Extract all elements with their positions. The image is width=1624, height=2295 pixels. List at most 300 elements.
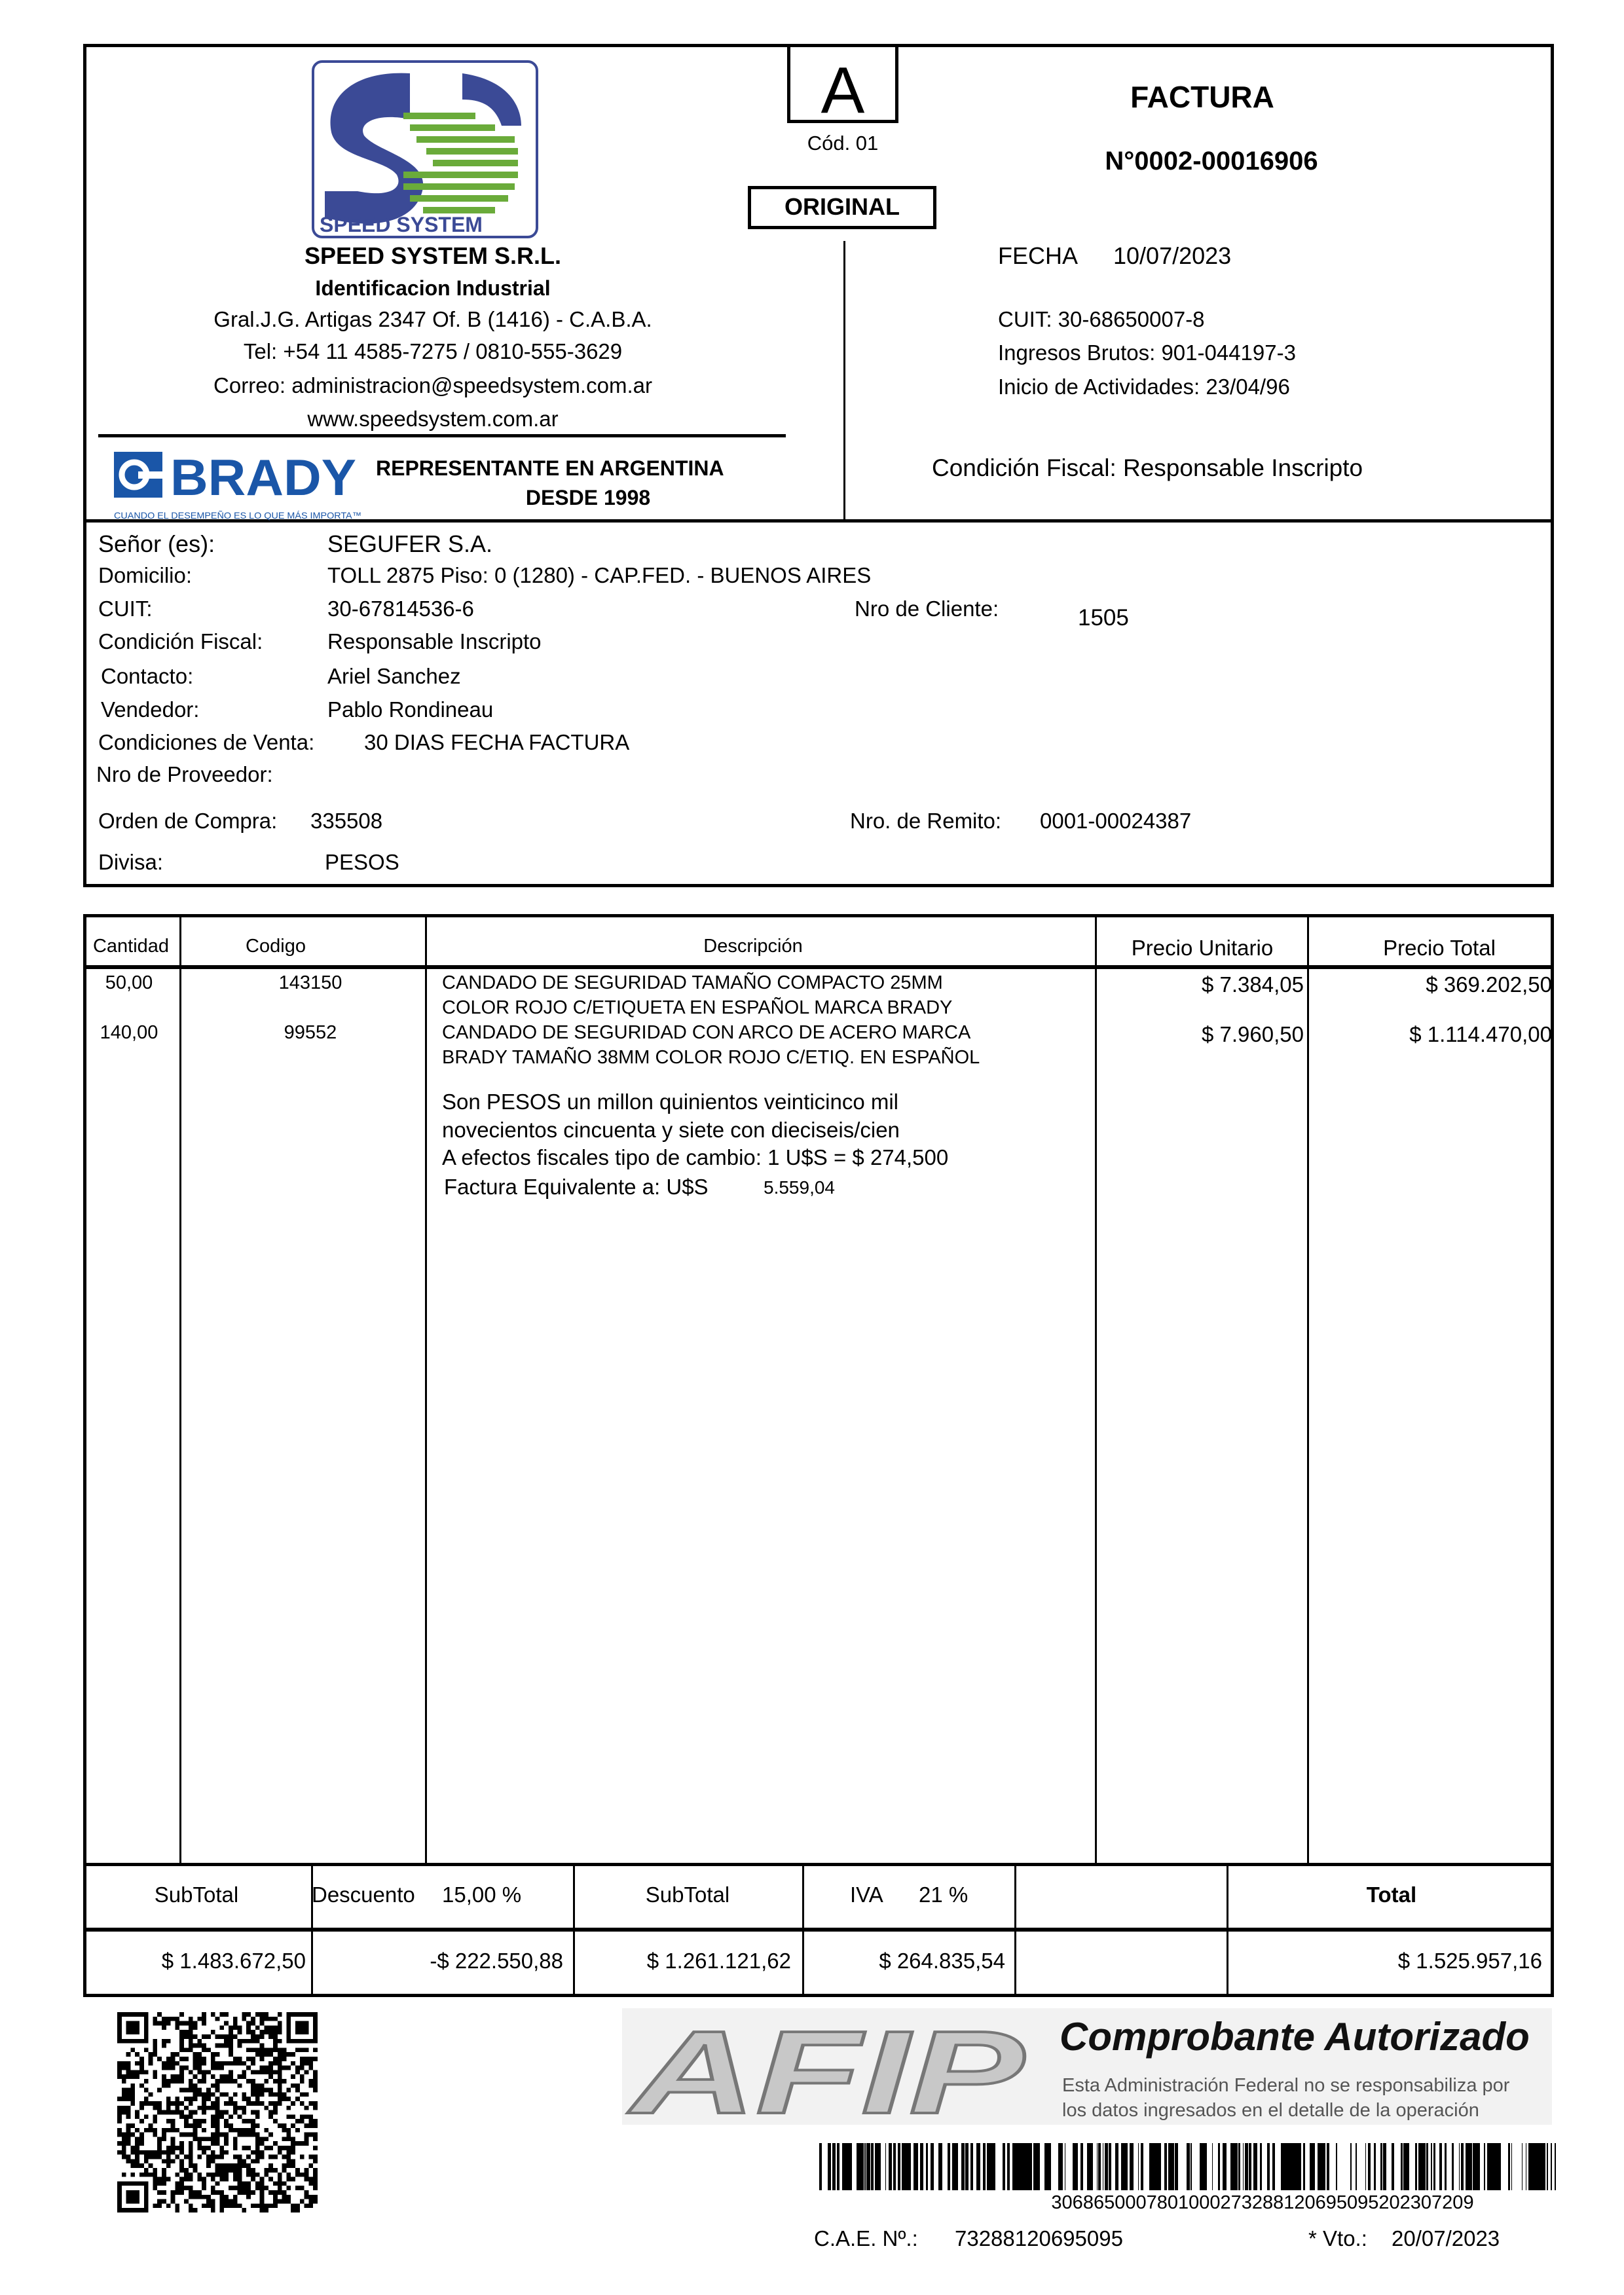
- qr-module: [179, 2030, 184, 2034]
- qr-module: [246, 2195, 251, 2199]
- barcode-bar: [1459, 2143, 1460, 2190]
- qr-module: [300, 2186, 304, 2190]
- qr-module: [211, 2155, 215, 2159]
- barcode-bar: [1267, 2143, 1270, 2190]
- barcode-bar: [948, 2143, 950, 2190]
- qr-module: [273, 2025, 278, 2030]
- qr-module: [193, 2025, 198, 2030]
- qr-module: [206, 2199, 211, 2204]
- qr-module: [246, 2030, 251, 2034]
- barcode-bar: [1203, 2143, 1204, 2190]
- qr-module: [238, 2159, 242, 2163]
- qr-module: [130, 2070, 135, 2074]
- qr-module: [197, 2017, 202, 2021]
- qr-module: [282, 2195, 287, 2199]
- qr-module: [260, 2088, 265, 2093]
- qr-module: [242, 2106, 246, 2110]
- qr-module: [162, 2173, 166, 2177]
- qr-module: [278, 2030, 282, 2034]
- qr-module: [273, 2203, 278, 2208]
- qr-module: [197, 2070, 202, 2074]
- barcode-bar: [1492, 2143, 1494, 2190]
- qr-module: [282, 2181, 287, 2186]
- qr-module: [135, 2155, 139, 2159]
- company-email[interactable]: Correo: administracion@speedsystem.com.ar: [213, 373, 652, 397]
- qr-module: [122, 2061, 126, 2066]
- qr-module: [224, 2012, 229, 2017]
- qr-module: [313, 2177, 318, 2182]
- barcode-bar: [1151, 2143, 1153, 2190]
- qr-module: [219, 2044, 224, 2048]
- qr-module: [238, 2106, 242, 2110]
- barcode-bar: [1422, 2143, 1424, 2190]
- qr-module: [273, 2030, 278, 2034]
- qr-module: [238, 2074, 242, 2079]
- qr-module: [264, 2012, 268, 2017]
- barcode-bar: [875, 2143, 877, 2190]
- qr-module: [171, 2110, 175, 2115]
- barcode-bar: [1025, 2143, 1027, 2190]
- qr-module: [304, 2123, 309, 2128]
- barcode-bar: [970, 2143, 972, 2190]
- qr-module: [224, 2199, 229, 2204]
- qr-module: [255, 2133, 260, 2137]
- qr-module: [215, 2088, 220, 2093]
- qr-module: [171, 2137, 175, 2141]
- qr-module: [278, 2025, 282, 2030]
- barcode-bar: [1246, 2143, 1248, 2190]
- qr-module: [233, 2017, 238, 2021]
- qr-module: [197, 2119, 202, 2123]
- qr-module: [242, 2146, 246, 2150]
- qr-module: [300, 2047, 304, 2052]
- qr-module: [229, 2025, 233, 2030]
- qr-module: [189, 2173, 193, 2177]
- qr-module: [233, 2195, 238, 2199]
- qr-module: [273, 2141, 278, 2146]
- qr-module: [233, 2092, 238, 2097]
- qr-module: [175, 2203, 179, 2208]
- qr-module: [197, 2044, 202, 2048]
- qr-module: [264, 2030, 268, 2034]
- qr-module: [242, 2208, 246, 2212]
- qr-module: [202, 2097, 206, 2101]
- barcode-bar: [1494, 2143, 1496, 2190]
- qr-module: [300, 2092, 304, 2097]
- qr-module: [139, 2066, 144, 2070]
- qr-module: [251, 2079, 255, 2084]
- qr-module: [162, 2150, 166, 2155]
- qr-module: [246, 2012, 251, 2017]
- qr-module: [219, 2012, 224, 2017]
- qr-module: [224, 2137, 229, 2141]
- qr-module: [238, 2044, 242, 2048]
- qr-module: [251, 2039, 255, 2044]
- barcode-bar: [906, 2143, 908, 2190]
- qr-module: [224, 2101, 229, 2106]
- qr-module: [139, 2057, 144, 2061]
- qr-module: [202, 2017, 206, 2021]
- qr-module: [308, 2181, 313, 2186]
- qr-module: [286, 2173, 291, 2177]
- qr-module: [224, 2110, 229, 2115]
- qr-module: [255, 2141, 260, 2146]
- qr-module: [251, 2030, 255, 2034]
- barcode-bar: [845, 2143, 847, 2190]
- qr-module: [300, 2101, 304, 2106]
- qr-module: [304, 2203, 309, 2208]
- qr-module: [251, 2061, 255, 2066]
- barcode-bar: [1061, 2143, 1063, 2190]
- qr-module: [229, 2079, 233, 2084]
- qr-module: [157, 2012, 162, 2017]
- qr-module: [286, 2114, 291, 2119]
- barcode-bar: [1082, 2143, 1083, 2190]
- qr-module: [268, 2052, 273, 2057]
- qr-module: [273, 2057, 278, 2061]
- qr-module: [193, 2044, 198, 2048]
- qr-module: [282, 2168, 287, 2173]
- qr-module: [286, 2159, 291, 2163]
- qr-module: [229, 2199, 233, 2204]
- barcode-bar: [1075, 2143, 1076, 2190]
- qr-module: [215, 2061, 220, 2066]
- qr-module: [157, 2146, 162, 2150]
- barcode-bar: [849, 2143, 852, 2190]
- qr-module: [273, 2119, 278, 2123]
- qr-module: [153, 2039, 157, 2044]
- header-descripcion: Descripción: [703, 936, 803, 957]
- barcode-bar: [1160, 2143, 1161, 2190]
- qr-module: [278, 2123, 282, 2128]
- qr-module: [260, 2044, 265, 2048]
- qr-module: [260, 2084, 265, 2088]
- barcode-bar: [842, 2143, 845, 2190]
- barcode-bar: [976, 2143, 977, 2190]
- qr-module: [273, 2061, 278, 2066]
- qr-module: [215, 2110, 220, 2115]
- qr-module: [300, 2199, 304, 2204]
- qr-module: [260, 2101, 265, 2106]
- qr-module: [206, 2163, 211, 2168]
- qr-module: [189, 2034, 193, 2039]
- qr-module: [139, 2061, 144, 2066]
- barcode-bar: [1164, 2143, 1167, 2190]
- qr-module: [264, 2168, 268, 2173]
- qr-module: [255, 2203, 260, 2208]
- qr-module: [130, 2163, 135, 2168]
- totals-divider: [573, 1865, 575, 1994]
- qr-module: [211, 2119, 215, 2123]
- barcode-bar: [1292, 2143, 1293, 2190]
- qr-module: [264, 2208, 268, 2212]
- qr-module: [246, 2168, 251, 2173]
- qr-module: [126, 2114, 131, 2119]
- qr-module: [193, 2092, 198, 2097]
- qr-module: [171, 2079, 175, 2084]
- qr-module: [189, 2088, 193, 2093]
- qr-module: [304, 2137, 309, 2141]
- qr-module: [122, 2141, 126, 2146]
- qr-module: [260, 2092, 265, 2097]
- barcode-bar: [1007, 2143, 1010, 2190]
- qr-module: [260, 2199, 265, 2204]
- qr-module: [189, 2186, 193, 2190]
- qr-module: [202, 2146, 206, 2150]
- qr-module: [255, 2114, 260, 2119]
- qr-module: [135, 2070, 139, 2074]
- qr-module: [130, 2088, 135, 2093]
- qr-module: [211, 2150, 215, 2155]
- qr-module: [246, 2119, 251, 2123]
- qr-module: [117, 2128, 122, 2133]
- qr-module: [144, 2101, 149, 2106]
- invoice-date: 10/07/2023: [1113, 242, 1232, 269]
- qr-module: [122, 2097, 126, 2101]
- qr-module: [117, 2070, 122, 2074]
- barcode-bar: [1016, 2143, 1018, 2190]
- barcode-bar: [1538, 2143, 1540, 2190]
- qr-module: [304, 2106, 309, 2110]
- barcode-bar: [1508, 2143, 1510, 2190]
- barcode-bar: [1087, 2143, 1088, 2190]
- qr-module: [282, 2190, 287, 2195]
- qr-module: [153, 2101, 157, 2106]
- barcode-bar: [1088, 2143, 1089, 2190]
- qr-module: [242, 2119, 246, 2123]
- qr-module: [260, 2203, 265, 2208]
- qr-module: [308, 2123, 313, 2128]
- qr-module: [126, 2133, 131, 2137]
- qr-module: [291, 2208, 295, 2212]
- qr-module: [268, 2025, 273, 2030]
- qr-module: [264, 2025, 268, 2030]
- qr-module: [291, 2141, 295, 2146]
- qr-module: [135, 2163, 139, 2168]
- qr-module: [175, 2021, 179, 2026]
- qr-module: [242, 2186, 246, 2190]
- brady-tagline: CUANDO EL DESEMPEÑO ES LO QUE MÁS IMPORTA™: [114, 510, 361, 521]
- barcode-bar: [1401, 2143, 1403, 2190]
- qr-module: [175, 2190, 179, 2195]
- barcode-bar: [1089, 2143, 1092, 2190]
- qr-module: [260, 2181, 265, 2186]
- qr-module: [135, 2114, 139, 2119]
- barcode-bar: [913, 2143, 914, 2190]
- qr-module: [304, 2141, 309, 2146]
- usd-equivalent-value: 5.559,04: [764, 1177, 835, 1198]
- barcode-bar: [1323, 2143, 1325, 2190]
- qr-module: [255, 2159, 260, 2163]
- qr-module: [139, 2119, 144, 2123]
- qr-module: [233, 2101, 238, 2106]
- qr-module: [202, 2047, 206, 2052]
- qr-module: [135, 2159, 139, 2163]
- qr-module: [268, 2092, 273, 2097]
- qr-module: [149, 2163, 153, 2168]
- qr-module: [157, 2021, 162, 2026]
- qr-module: [117, 2097, 122, 2101]
- qr-module: [233, 2163, 238, 2168]
- qr-module: [197, 2141, 202, 2146]
- qr-module: [286, 2155, 291, 2159]
- qr-module: [166, 2039, 171, 2044]
- amount-in-words-2: novecientos cincuenta y siete con dieciseis/cien: [442, 1118, 900, 1142]
- qr-module: [286, 2146, 291, 2150]
- col-divider: [1307, 915, 1309, 1865]
- qr-module: [255, 2146, 260, 2150]
- qr-module: [211, 2061, 215, 2066]
- issuer-iibb: Ingresos Brutos: 901-044197-3: [998, 340, 1296, 365]
- qr-module: [166, 2066, 171, 2070]
- qr-module: [264, 2088, 268, 2093]
- qr-module: [246, 2101, 251, 2106]
- qr-module: [202, 2195, 206, 2199]
- qr-module: [149, 2155, 153, 2159]
- qr-module: [193, 2097, 198, 2101]
- qr-module: [273, 2034, 278, 2039]
- barcode-bar: [1476, 2143, 1478, 2190]
- qr-module: [219, 2199, 224, 2204]
- qr-module: [229, 2039, 233, 2044]
- qr-module: [117, 2150, 122, 2155]
- row-unit-price: $ 7.384,05: [1202, 972, 1304, 997]
- company-website[interactable]: www.speedsystem.com.ar: [307, 407, 559, 431]
- qr-module: [197, 2177, 202, 2182]
- qr-module: [255, 2025, 260, 2030]
- qr-module: [282, 2092, 287, 2097]
- qr-module: [229, 2030, 233, 2034]
- qr-module: [202, 2092, 206, 2097]
- qr-module: [278, 2173, 282, 2177]
- qr-module: [251, 2159, 255, 2163]
- barcode-bar: [1153, 2143, 1155, 2190]
- barcode-bar: [1107, 2143, 1108, 2190]
- barcode-bar: [1380, 2143, 1381, 2190]
- barcode-number: 30686500078010002732881206950952023072​09: [1051, 2192, 1474, 2213]
- qr-module: [246, 2173, 251, 2177]
- qr-module: [202, 2181, 206, 2186]
- qr-module: [242, 2074, 246, 2079]
- barcode-bar: [1235, 2143, 1238, 2190]
- qr-module: [224, 2074, 229, 2079]
- qr-module: [238, 2084, 242, 2088]
- qr-module: [175, 2155, 179, 2159]
- qr-module: [202, 2061, 206, 2066]
- qr-module: [193, 2084, 198, 2088]
- barcode-bar: [1473, 2143, 1475, 2190]
- qr-module: [233, 2177, 238, 2182]
- company-address: Gral.J.G. Artigas 2347 Of. B (1416) - C.A.B.A.: [213, 307, 652, 331]
- qr-module: [126, 2128, 131, 2133]
- barcode-bar: [832, 2143, 835, 2190]
- qr-module: [295, 2168, 300, 2173]
- qr-module: [304, 2070, 309, 2074]
- barcode-bar: [964, 2143, 965, 2190]
- barcode-bar: [1319, 2143, 1320, 2190]
- barcode-bar: [921, 2143, 923, 2190]
- qr-module: [286, 2088, 291, 2093]
- qr-module: [291, 2084, 295, 2088]
- qr-module: [189, 2044, 193, 2048]
- qr-module: [282, 2066, 287, 2070]
- qr-module: [184, 2133, 189, 2137]
- qr-module: [286, 2128, 291, 2133]
- qr-module: [144, 2047, 149, 2052]
- qr-module: [229, 2044, 233, 2048]
- qr-module: [304, 2114, 309, 2119]
- exchange-rate-note: A efectos fiscales tipo de cambio: 1 U$S = $ 274,500: [442, 1145, 949, 1169]
- barcode-bar: [1490, 2143, 1492, 2190]
- barcode-bar: [1020, 2143, 1022, 2190]
- qr-module: [211, 2074, 215, 2079]
- qr-module: [193, 2208, 198, 2212]
- qr-module: [224, 2195, 229, 2199]
- barcode-bar: [1080, 2143, 1082, 2190]
- barcode-bar: [1044, 2143, 1046, 2190]
- qr-module: [313, 2159, 318, 2163]
- barcode-bar: [1073, 2143, 1075, 2190]
- qr-module: [219, 2168, 224, 2173]
- client-contacto: Ariel Sanchez: [327, 664, 461, 688]
- barcode-bar: [889, 2143, 891, 2190]
- qr-module: [126, 2106, 131, 2110]
- qr-module: [264, 2128, 268, 2133]
- qr-module: [215, 2155, 220, 2159]
- barcode-bar: [1297, 2143, 1299, 2190]
- qr-module: [193, 2168, 198, 2173]
- qr-module: [189, 2155, 193, 2159]
- qr-module: [153, 2150, 157, 2155]
- qr-module: [295, 2128, 300, 2133]
- barcode-bar: [871, 2143, 872, 2190]
- barcode-bar: [1318, 2143, 1319, 2190]
- qr-module: [166, 2159, 171, 2163]
- qr-module: [166, 2119, 171, 2123]
- qr-module: [215, 2044, 220, 2048]
- qr-module: [193, 2190, 198, 2195]
- qr-module: [273, 2039, 278, 2044]
- qr-module: [308, 2163, 313, 2168]
- barcode-bar: [1023, 2143, 1025, 2190]
- qr-module: [184, 2066, 189, 2070]
- barcode-bar: [1249, 2143, 1251, 2190]
- qr-module: [197, 2061, 202, 2066]
- qr-module: [211, 2208, 215, 2212]
- qr-module: [135, 2128, 139, 2133]
- qr-module: [211, 2123, 215, 2128]
- qr-module: [268, 2034, 273, 2039]
- barcode-bar: [1281, 2143, 1282, 2190]
- barcode-bar: [1405, 2143, 1408, 2190]
- barcode-bar: [1418, 2143, 1421, 2190]
- qr-module: [255, 2137, 260, 2141]
- qr-module: [291, 2150, 295, 2155]
- qr-module: [291, 2163, 295, 2168]
- qr-module: [162, 2133, 166, 2137]
- total-value: $ 1.525.957,16: [1397, 1949, 1542, 1973]
- qr-module: [286, 2177, 291, 2182]
- qr-module: [219, 2208, 224, 2212]
- qr-module: [229, 2061, 233, 2066]
- qr-module: [255, 2039, 260, 2044]
- barcode-bar: [1408, 2143, 1409, 2190]
- qr-module: [313, 2047, 318, 2052]
- qr-module: [193, 2034, 198, 2039]
- barcode-bar: [1433, 2143, 1435, 2190]
- qr-module: [246, 2097, 251, 2101]
- qr-module: [184, 2088, 189, 2093]
